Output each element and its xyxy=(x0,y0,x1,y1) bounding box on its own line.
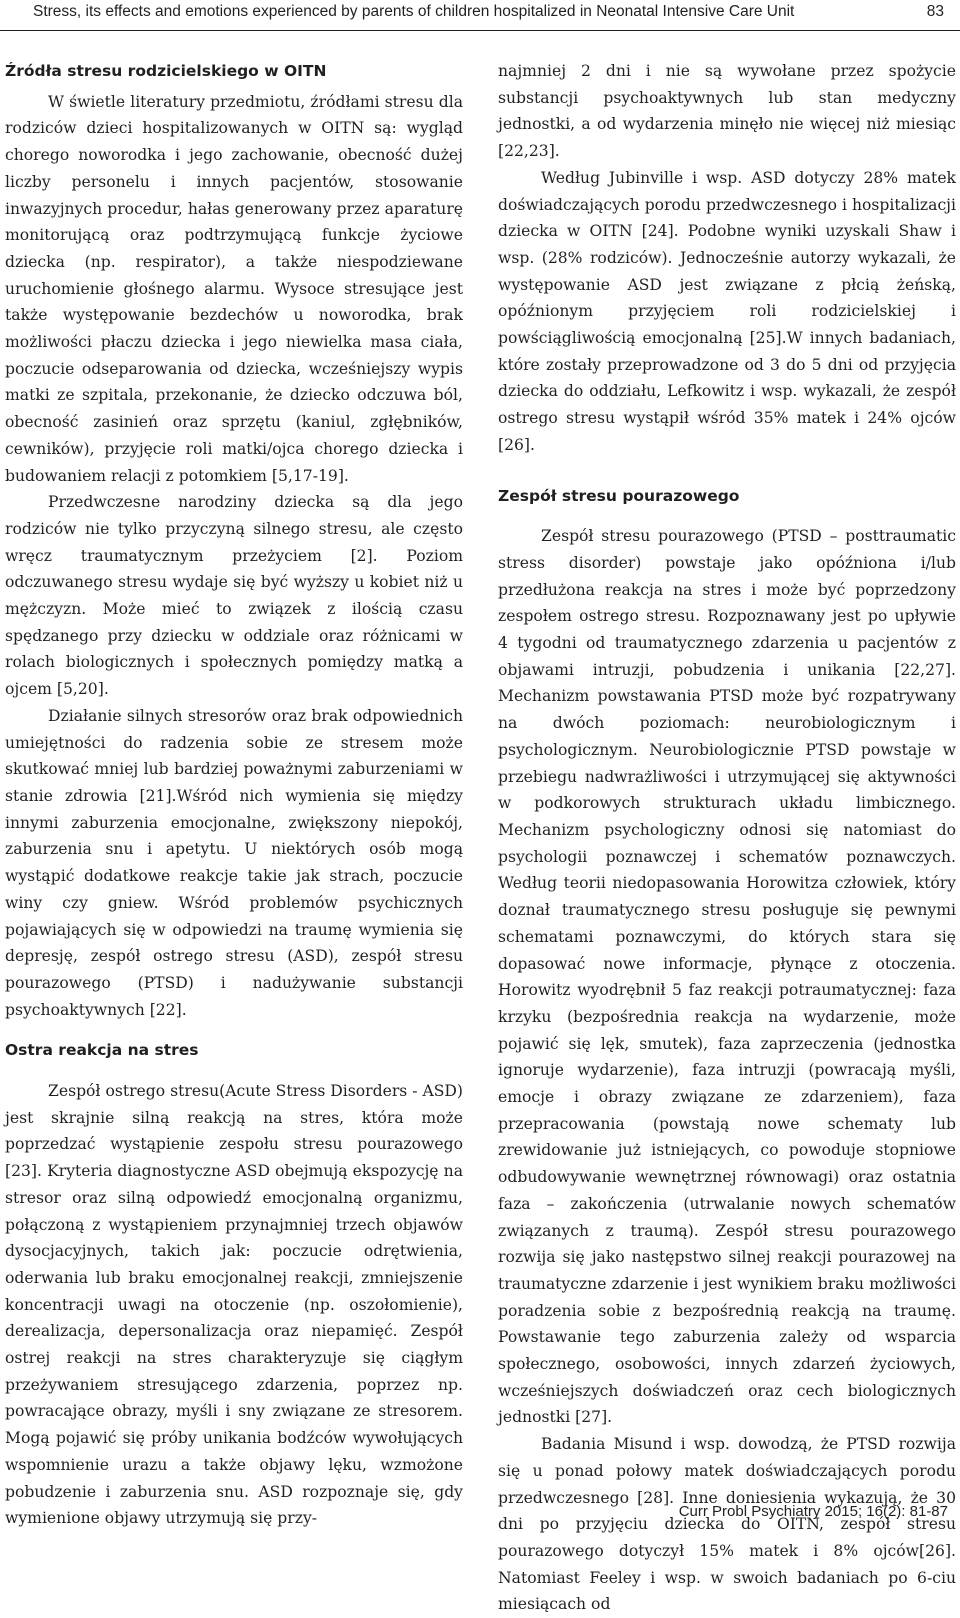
paragraph: Według Jubinville i wsp. ASD dotyczy 28% matek doświadczających porodu przedwczesnego i hospitalizacji dziecka w OITN [24]. Podobne wyniki uzyskali Shaw i wsp. (28% rodziców). Jednocześnie autorzy wykazali, że występowanie ASD jest związane z płcią żeńską, opóźnionym przyjęciem roli rodzicielskiej i powściągliwością emocjonalną [25].W innych badaniach, które zostały przeprowadzone od 3 do 5 dni od przyjęcia dziecka do oddziału, Lefkowitz i wsp. wykazali, że zespół ostrego stresu wystąpił wśród 35% matek i 24% ojców [26]. xyxy=(498,168,956,454)
paragraph: Działanie silnych stresorów oraz brak odpowiednich umiejętności do radzenia sobie ze stresem może skutkować mniej lub bardziej poważnymi zaburzeniami w stanie zdrowia [21].Wśród nich wymienia się między innymi zaburzenia emocjonalne, zwiększony niepokój, zaburzenia snu i apetytu. U niektórych osób mogą wystąpić dodatkowe reakcje takie jak strach, poczucie winy czy gniew. Wśród problemów psychicznych pojawiających się w odpowiedzi na traumę wymienia się depresję, zespół ostrego stresu (ASD), zespół stresu pourazowego (PTSD) i nadużywanie substancji psychoaktywnych [22]. xyxy=(5,706,463,1019)
paragraph: Zespół ostrego stresu(Acute Stress Disorders - ASD) jest skrajnie silną reakcją na stres, która może poprzedzać wystąpienie zespołu stresu pourazowego [23]. Kryteria diagnostyczne ASD obejmują ekspozycję na stresor oraz silną odpowiedź emocjonalną organizmu, połączoną z wystąpieniem przynajmniej trzech objawów dysocjacyjnych, takich jak: poczucie odrętwienia, oderwania lub braku emocjonalnej reakcji, zmniejszenie koncentracji uwagi na otoczenie (np. oszołomienie), derealizacja, depersonalizacja oraz niepamięć. Zespół ostrej reakcji na stres charakteryzuje się ciągłym przeżywaniem stresującego zdarzenia, poprzez np. powracające obrazy, myśli i sny związane ze stresorem. Mogą pojawić się próby unikania bodźców wywołujących wspomnienie urazu a także objawy lęku, wzmożone pobudzenie i zaburzenia snu. ASD rozpoznaje się, gdy wymienione objawy utrzymują się przy- xyxy=(5,1082,463,1528)
running-header xyxy=(0,0,960,31)
paragraph: Badania Misund i wsp. dowodzą, że PTSD rozwija się u ponad połowy matek doświadczających porodu przedwczesnego [28]. Inne doniesienia wykazują, że 30 dni po przyjęciu dziecka do OITN, zespół stresu pourazowego dotyczył 15% matek i 8% ojców[26]. Natomiast Feeley i wsp. w swoich badaniach po 6-ciu miesiącach od xyxy=(498,1435,956,1614)
section-heading-acute-stress-reaction: Ostra reakcja na stres xyxy=(5,1041,199,1060)
journal-citation: Curr Probl Psychiatry 2015; 16(2): 81-87 xyxy=(678,1503,948,1520)
section-heading-sources-of-stress: Źródła stresu rodzicielskiego w OITN xyxy=(5,62,327,80)
page-number: 83 xyxy=(926,3,944,20)
running-title: Stress, its effects and emotions experienced by parents of children hospitalized in Neonatal Intensive Care Unit xyxy=(33,3,795,20)
paragraph: W świetle literatury przedmiotu, źródłami stresu dla rodziców dzieci hospitalizowanych w OITN są: wygląd chorego noworodka i jego zachowanie, obecność dużej liczby personelu i innych pacjentów, stosowanie inwazyjnych procedur, hałas generowany przez aparaturę monitorującą oraz podtrzymującą funkcje życiowe dziecka (np. respirator), a także niespodziewane uruchomienie głośnego alarmu. Wysoce stresujące jest także występowanie bezdechów u noworodka, brak możliwości płaczu dziecka i jego niewielka masa ciała, poczucie odseparowania od dziecka, wcześniejszy wypis matki ze szpitala, przekonanie, że dziecko odczuwa ból, obecność zasinień oraz sprzętu (kaniul, zgłębników, cewników), przyjęcie roli matki/ojca chorego dziecka i budowaniem relacji z potomkiem [5,17-19]. xyxy=(5,92,463,485)
section-heading-ptsd: Zespół stresu pourazowego xyxy=(498,486,740,505)
right-column xyxy=(498,58,956,1618)
left-column xyxy=(5,58,463,1532)
paragraph: Przedwczesne narodziny dziecka są dla jego rodziców nie tylko przyczyną silnego stresu, ale często wręcz traumatycznym przeżyciem [2]. Poziom odczuwanego stresu wydaje się być wyższy u kobiet niż u mężczyzn. Może mieć to związek z ilością czasu spędzanego przy dziecku w oddziale oraz różnicami w rolach biologicznych i społecznych pomiędzy matką a ojcem [5,20]. xyxy=(5,493,463,699)
paragraph: najmniej 2 dni i nie są wywołane przez spożycie substancji psychoaktywnych lub stan medyczny jednostki, a od wydarzenia minęło nie więcej niż miesiąc [22,23]. xyxy=(498,62,956,161)
paragraph: Zespół stresu pourazowego (PTSD – posttraumatic stress disorder) powstaje jako opóźniona i/lub przedłużona reakcja na stres i może być poprzedzony zespołem ostrego stresu. Rozpoznawany jest po upływie 4 tygodni od traumatycznego zdarzenia u pacjentów z objawami intruzji, pobudzenia i unikania [22,27]. Mechanizm powstawania PTSD może być rozpatrywany na dwóch poziomach: neurobiologicznym i psychologicznym. Neurobiologicznie PTSD powstaje w przebiegu nadwrażliwości i utrzymującej się aktywności w podkorowych strukturach układu limbicznego. Mechanizm psychologiczny odnosi się natomiast do psychologii poznawczej i schematów poznawczych. Według teorii niedopasowania Horowitza człowiek, który doznał traumatycznego stresu posługuje się pewnymi schematami poznawczymi, do których stara się dopasować nowe informacje, płynące z otoczenia. Horowitz wyodrębnił 5 faz reakcji potraumatycznej: faza krzyku (bezpośrednia reakcja na wydarzenie, może pojawić się lęk, smutek), faza zaprzeczenia (jednostka ignoruje wydarzenie), faza intruzji (powracają myśli, emocje i obrazy związane ze zdarzeniem), faza przepracowania (powstają nowe schematy lub zrewidowanie już istniejących, co powoduje stopniowe odbudowywanie wewnętrznej równowagi) oraz ostatnia faza – zakończenia (utrwalanie nowych schematów związanych z traumą). Zespół stresu pourazowego rozwija się jako następstwo silnej reakcji pourazowej na traumatyczne zdarzenie i jest wynikiem braku możliwości poradzenia sobie z bezpośrednią reakcją na traumę. Powstawanie tego zaburzenia zależy od wsparcia społecznego, osobowości, innych zdarzeń życiowych, wcześniejszych doświadczeń oraz cech biologicznych jednostki [27]. xyxy=(498,527,956,1427)
